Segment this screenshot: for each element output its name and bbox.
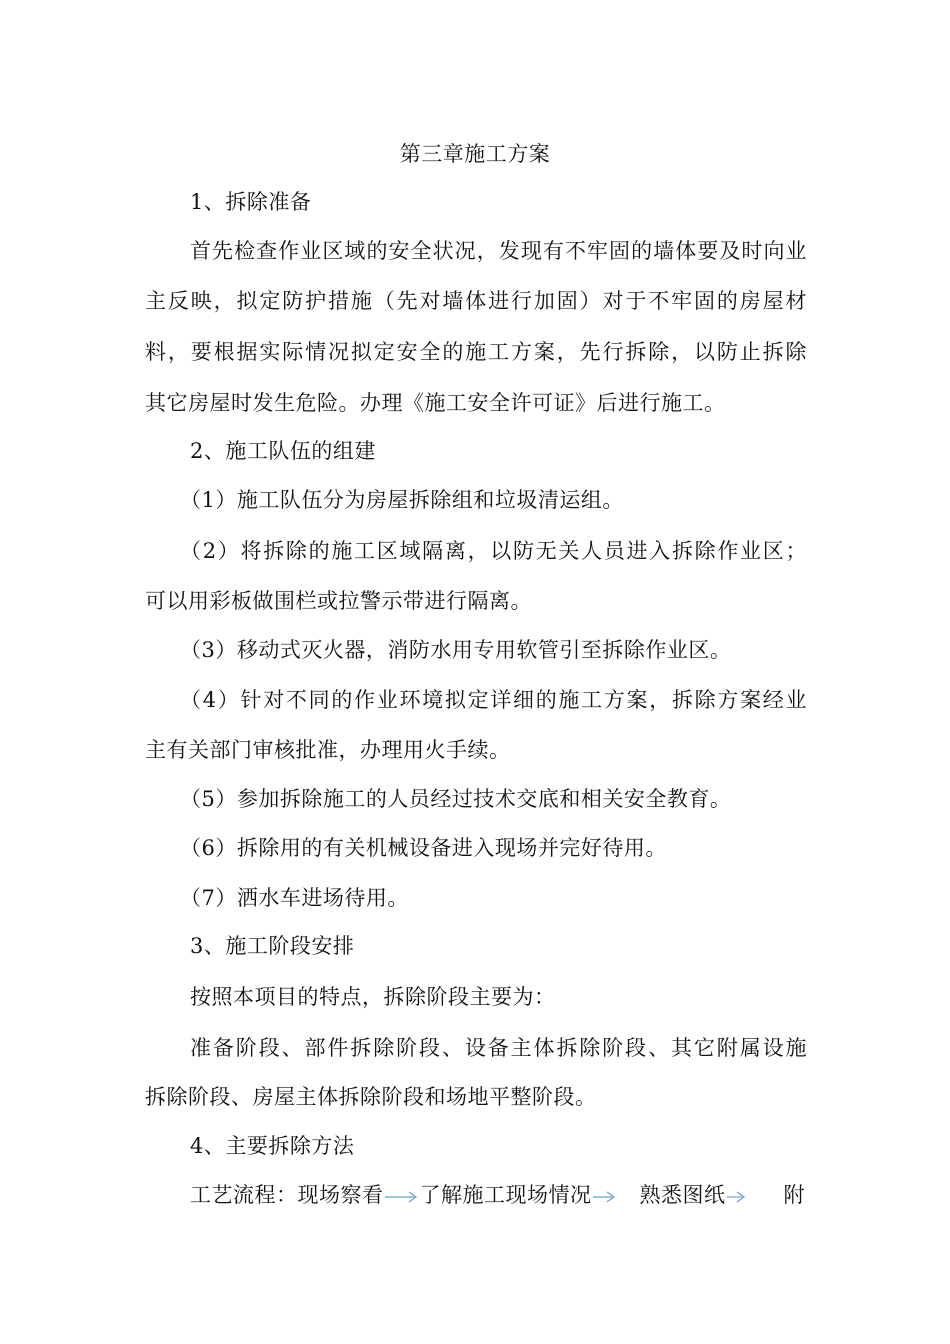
- process-step-review-drawings: 熟悉图纸: [639, 1183, 726, 1207]
- section-2-heading: 2、施工队伍的组建: [190, 439, 376, 463]
- right-arrow-icon: [593, 1190, 617, 1204]
- section-2-item-5: （5）参加拆除施工的人员经过技术交底和相关安全教育。: [180, 787, 732, 811]
- section-2-item-4-line-2: 主有关部门审核批准，办理用火手续。: [145, 738, 511, 762]
- section-3-paragraph-2-line-1: 准备阶段、部件拆除阶段、设备主体拆除阶段、其它附属设施: [190, 1036, 807, 1060]
- process-flow-label: 工艺流程：: [190, 1183, 298, 1207]
- right-arrow-icon: [385, 1190, 419, 1204]
- section-1-paragraph-line-2: 主反映，拟定防护措施（先对墙体进行加固）对于不牢固的房屋材: [145, 289, 807, 313]
- chapter-title: 第三章施工方案: [399, 142, 551, 166]
- section-1-paragraph-line-4: 其它房屋时发生危险。办理《施工安全许可证》后进行施工。: [145, 391, 726, 415]
- section-2-item-7: （7）洒水车进场待用。: [180, 886, 409, 910]
- section-4-heading: 4、主要拆除方法: [190, 1134, 355, 1158]
- section-1-paragraph-line-1: 首先检查作业区域的安全状况，发现有不牢固的墙体要及时向业: [190, 239, 807, 263]
- process-flow-line: [190, 1181, 805, 1209]
- section-2-item-4-line-1: （4）针对不同的作业环境拟定详细的施工方案，拆除方案经业: [180, 688, 807, 712]
- section-3-paragraph-2-line-2: 拆除阶段、房屋主体拆除阶段和场地平整阶段。: [145, 1085, 597, 1109]
- section-1-heading: 1、拆除准备: [190, 190, 312, 214]
- section-2-item-2-line-1: （2）将拆除的施工区域隔离，以防无关人员进入拆除作业区；: [180, 539, 807, 563]
- section-3-paragraph-1: 按照本项目的特点，拆除阶段主要为：: [190, 985, 556, 1009]
- process-step-site-inspection: 现场察看: [297, 1183, 384, 1207]
- section-2-item-3: （3）移动式灭火器，消防水用专用软管引至拆除作业区。: [180, 638, 732, 662]
- process-step-understand-site: 了解施工现场情况: [419, 1183, 592, 1207]
- section-2-item-2-line-2: 可以用彩板做围栏或拉警示带进行隔离。: [145, 589, 532, 613]
- section-1-paragraph-line-3: 料，要根据实际情况拟定安全的施工方案，先行拆除，以防止拆除: [145, 340, 807, 364]
- process-step-continued: 附: [783, 1183, 805, 1207]
- section-3-heading: 3、施工阶段安排: [190, 934, 355, 958]
- section-2-item-1: （1）施工队伍分为房屋拆除组和垃圾清运组。: [180, 488, 624, 512]
- right-arrow-icon: [727, 1190, 747, 1204]
- section-2-item-6: （6）拆除用的有关机械设备进入现场并完好待用。: [180, 836, 667, 860]
